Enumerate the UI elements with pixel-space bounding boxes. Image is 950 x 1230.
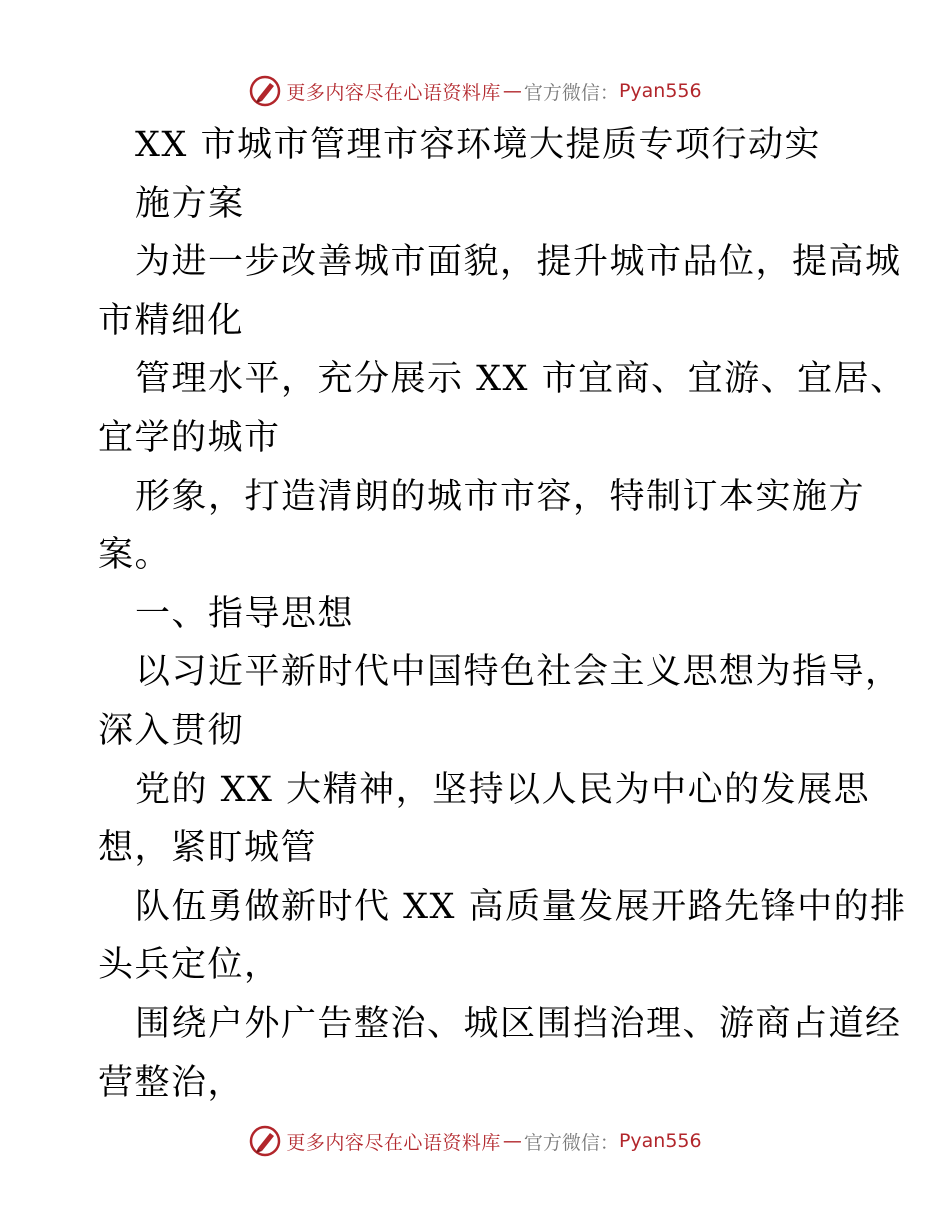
text-line: 围绕户外广告整治、城区围挡治理、游商占道经 <box>135 1003 902 1044</box>
banner-main-text: 更多内容尽在心语资料库 <box>286 81 501 104</box>
text-line: 形象，打造清朗的城市市容，特制订本实施方 <box>135 476 866 517</box>
banner-wechat-id: Pyan556 <box>618 1130 702 1152</box>
banner-wechat-label: 官方微信： <box>523 1131 619 1154</box>
text-line: 宜学的城市 <box>98 417 281 458</box>
text-line: 想，紧盯城管 <box>98 828 318 869</box>
text-line: 队伍勇做新时代 XX 高质量发展开路先锋中的排 <box>135 886 907 927</box>
banner-main-text: 更多内容尽在心语资料库 <box>286 1131 501 1154</box>
banner-separator: — <box>502 1130 522 1152</box>
document-body <box>98 116 907 1112</box>
text-line: 以习近平新时代中国特色社会主义思想为指导， <box>135 652 902 693</box>
header-banner <box>0 74 950 108</box>
text-line: 案。 <box>98 535 172 576</box>
pen-logo-icon <box>248 1124 282 1158</box>
text-line: 为进一步改善城市面貌，提升城市品位，提高城 <box>135 242 902 283</box>
text-line: 深入贯彻 <box>98 710 245 751</box>
banner-separator: — <box>502 80 522 102</box>
text-line: 党的 XX 大精神，坚持以人民为中心的发展思 <box>135 769 871 810</box>
text-line: 市精细化 <box>98 300 245 341</box>
footer-banner <box>0 1124 950 1158</box>
pen-logo-icon <box>248 74 282 108</box>
text-line: 头兵定位， <box>98 945 281 986</box>
banner-wechat-label: 官方微信： <box>523 81 619 104</box>
text-line: 营整治， <box>98 1062 245 1103</box>
banner-wechat-id: Pyan556 <box>618 80 702 102</box>
text-line: 一、指导思想 <box>135 593 355 634</box>
text-line: 管理水平，充分展示 XX 市宜商、宜游、宜居、 <box>135 359 907 400</box>
text-line: XX 市城市管理市容环境大提质专项行动实 <box>135 125 821 165</box>
text-line: 施方案 <box>135 183 245 224</box>
